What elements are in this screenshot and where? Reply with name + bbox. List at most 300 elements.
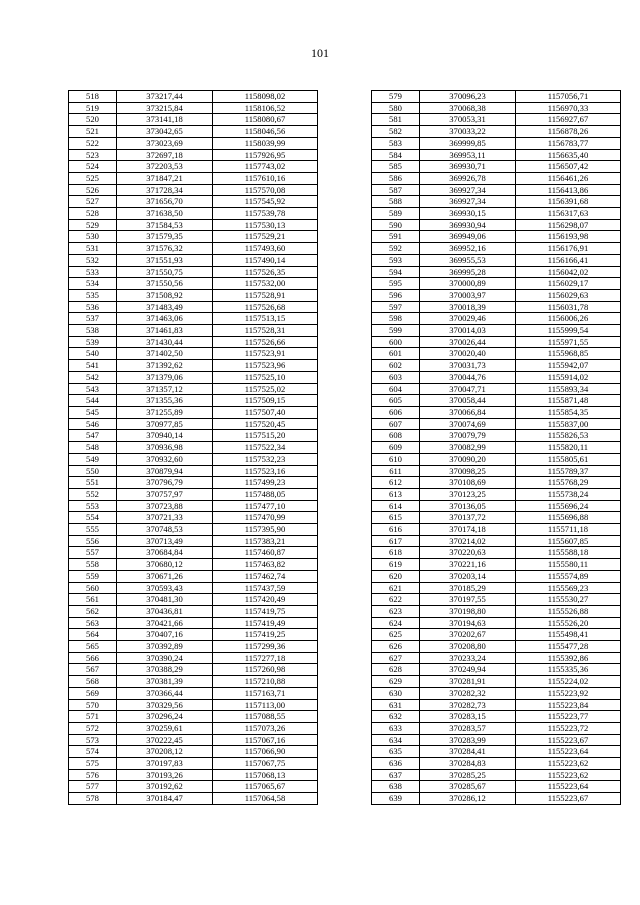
- table-row: [69, 278, 318, 290]
- table-row: [372, 488, 621, 500]
- table-row: [372, 114, 621, 126]
- x-coordinate-cell: 370185,29: [420, 582, 516, 594]
- point-number-cell: 564: [69, 629, 117, 641]
- point-number-cell: 527: [69, 196, 117, 208]
- x-coordinate-cell: 369930,71: [420, 161, 516, 173]
- point-number-cell: 603: [372, 371, 420, 383]
- table-row: [69, 395, 318, 407]
- y-coordinate-cell: 1155223,67: [516, 734, 621, 746]
- point-number-cell: 565: [69, 641, 117, 653]
- point-number-cell: 538: [69, 325, 117, 337]
- point-number-cell: 622: [372, 594, 420, 606]
- table-row: [372, 734, 621, 746]
- x-coordinate-cell: 370197,55: [420, 594, 516, 606]
- table-row: [69, 547, 318, 559]
- table-row: [69, 559, 318, 571]
- y-coordinate-cell: 1156029,63: [516, 289, 621, 301]
- table-row: [69, 114, 318, 126]
- y-coordinate-cell: 1157065,67: [213, 781, 318, 793]
- x-coordinate-cell: 370020,40: [420, 348, 516, 360]
- x-coordinate-cell: 370282,32: [420, 687, 516, 699]
- point-number-cell: 551: [69, 477, 117, 489]
- y-coordinate-cell: 1155526,20: [516, 617, 621, 629]
- x-coordinate-cell: 369927,34: [420, 196, 516, 208]
- point-number-cell: 586: [372, 172, 420, 184]
- y-coordinate-cell: 1157113,00: [213, 699, 318, 711]
- point-number-cell: 526: [69, 184, 117, 196]
- table-row: [69, 512, 318, 524]
- point-number-cell: 605: [372, 395, 420, 407]
- table-row: [69, 406, 318, 418]
- point-number-cell: 588: [372, 196, 420, 208]
- point-number-cell: 631: [372, 699, 420, 711]
- table-row: [69, 477, 318, 489]
- y-coordinate-cell: 1155999,54: [516, 325, 621, 337]
- point-number-cell: 613: [372, 488, 420, 500]
- x-coordinate-cell: 370284,41: [420, 746, 516, 758]
- point-number-cell: 553: [69, 500, 117, 512]
- y-coordinate-cell: 1157522,34: [213, 442, 318, 454]
- point-number-cell: 573: [69, 734, 117, 746]
- x-coordinate-cell: 370748,53: [117, 524, 213, 536]
- point-number-cell: 576: [69, 769, 117, 781]
- table-row: [372, 664, 621, 676]
- x-coordinate-cell: 370671,26: [117, 570, 213, 582]
- point-number-cell: 582: [372, 126, 420, 138]
- table-row: [372, 336, 621, 348]
- point-number-cell: 591: [372, 231, 420, 243]
- x-coordinate-cell: 370208,80: [420, 641, 516, 653]
- table-row: [69, 664, 318, 676]
- point-number-cell: 537: [69, 313, 117, 325]
- table-row: [372, 126, 621, 138]
- point-number-cell: 571: [69, 711, 117, 723]
- x-coordinate-cell: 371402,50: [117, 348, 213, 360]
- table-row: [372, 266, 621, 278]
- coordinates-table-right: [371, 90, 621, 805]
- y-coordinate-cell: 1155942,07: [516, 360, 621, 372]
- y-coordinate-cell: 1157507,40: [213, 406, 318, 418]
- x-coordinate-cell: 371579,35: [117, 231, 213, 243]
- y-coordinate-cell: 1155335,36: [516, 664, 621, 676]
- x-coordinate-cell: 370388,29: [117, 664, 213, 676]
- table-row: [69, 453, 318, 465]
- y-coordinate-cell: 1155696,88: [516, 512, 621, 524]
- y-coordinate-cell: 1157067,16: [213, 734, 318, 746]
- y-coordinate-cell: 1157523,16: [213, 465, 318, 477]
- point-number-cell: 620: [372, 570, 420, 582]
- table-row: [69, 126, 318, 138]
- table-row: [372, 512, 621, 524]
- point-number-cell: 619: [372, 559, 420, 571]
- point-number-cell: 563: [69, 617, 117, 629]
- y-coordinate-cell: 1157570,08: [213, 184, 318, 196]
- table-row: [372, 418, 621, 430]
- table-row: [69, 243, 318, 255]
- point-number-cell: 632: [372, 711, 420, 723]
- y-coordinate-cell: 1157610,16: [213, 172, 318, 184]
- point-number-cell: 575: [69, 758, 117, 770]
- y-coordinate-cell: 1156166,41: [516, 254, 621, 266]
- point-number-cell: 616: [372, 524, 420, 536]
- table-row: [372, 395, 621, 407]
- point-number-cell: 555: [69, 524, 117, 536]
- x-coordinate-cell: 370936,98: [117, 442, 213, 454]
- y-coordinate-cell: 1155223,77: [516, 711, 621, 723]
- point-number-cell: 587: [372, 184, 420, 196]
- y-coordinate-cell: 1157539,78: [213, 208, 318, 220]
- table-row: [69, 711, 318, 723]
- y-coordinate-cell: 1157088,55: [213, 711, 318, 723]
- x-coordinate-cell: 369952,16: [420, 243, 516, 255]
- point-number-cell: 519: [69, 102, 117, 114]
- y-coordinate-cell: 1157526,68: [213, 301, 318, 313]
- table-row: [372, 477, 621, 489]
- point-number-cell: 545: [69, 406, 117, 418]
- point-number-cell: 621: [372, 582, 420, 594]
- y-coordinate-cell: 1155526,88: [516, 605, 621, 617]
- y-coordinate-cell: 1157520,45: [213, 418, 318, 430]
- y-coordinate-cell: 1157419,25: [213, 629, 318, 641]
- y-coordinate-cell: 1155223,84: [516, 699, 621, 711]
- point-number-cell: 572: [69, 722, 117, 734]
- y-coordinate-cell: 1157523,91: [213, 348, 318, 360]
- y-coordinate-cell: 1157532,23: [213, 453, 318, 465]
- y-coordinate-cell: 1155768,29: [516, 477, 621, 489]
- point-number-cell: 557: [69, 547, 117, 559]
- x-coordinate-cell: 370249,94: [420, 664, 516, 676]
- y-coordinate-cell: 1155223,62: [516, 769, 621, 781]
- x-coordinate-cell: 369955,53: [420, 254, 516, 266]
- point-number-cell: 578: [69, 793, 117, 805]
- y-coordinate-cell: 1156461,26: [516, 172, 621, 184]
- y-coordinate-cell: 1155968,85: [516, 348, 621, 360]
- x-coordinate-cell: 370222,45: [117, 734, 213, 746]
- x-coordinate-cell: 370481,30: [117, 594, 213, 606]
- y-coordinate-cell: 1156029,17: [516, 278, 621, 290]
- table-row: [69, 793, 318, 805]
- y-coordinate-cell: 1156298,07: [516, 219, 621, 231]
- point-number-cell: 520: [69, 114, 117, 126]
- table-row: [69, 208, 318, 220]
- point-number-cell: 566: [69, 652, 117, 664]
- y-coordinate-cell: 1155224,02: [516, 676, 621, 688]
- point-number-cell: 595: [372, 278, 420, 290]
- y-coordinate-cell: 1157488,05: [213, 488, 318, 500]
- y-coordinate-cell: 1156635,40: [516, 149, 621, 161]
- table-row: [372, 172, 621, 184]
- y-coordinate-cell: 1155223,64: [516, 781, 621, 793]
- point-number-cell: 567: [69, 664, 117, 676]
- x-coordinate-cell: 371550,56: [117, 278, 213, 290]
- y-coordinate-cell: 1157419,49: [213, 617, 318, 629]
- x-coordinate-cell: 371461,83: [117, 325, 213, 337]
- y-coordinate-cell: 1155498,41: [516, 629, 621, 641]
- x-coordinate-cell: 370044,76: [420, 371, 516, 383]
- y-coordinate-cell: 1156507,42: [516, 161, 621, 173]
- point-number-cell: 543: [69, 383, 117, 395]
- table-row: [69, 488, 318, 500]
- y-coordinate-cell: 1157523,96: [213, 360, 318, 372]
- y-coordinate-cell: 1156193,98: [516, 231, 621, 243]
- y-coordinate-cell: 1158039,99: [213, 137, 318, 149]
- table-row: [69, 289, 318, 301]
- y-coordinate-cell: 1157260,98: [213, 664, 318, 676]
- x-coordinate-cell: 370381,39: [117, 676, 213, 688]
- x-coordinate-cell: 369930,94: [420, 219, 516, 231]
- point-number-cell: 634: [372, 734, 420, 746]
- x-coordinate-cell: 370329,56: [117, 699, 213, 711]
- x-coordinate-cell: 370757,97: [117, 488, 213, 500]
- x-coordinate-cell: 370392,89: [117, 641, 213, 653]
- point-number-cell: 590: [372, 219, 420, 231]
- x-coordinate-cell: 371430,44: [117, 336, 213, 348]
- table-row: [69, 360, 318, 372]
- y-coordinate-cell: 1157528,91: [213, 289, 318, 301]
- point-number-cell: 638: [372, 781, 420, 793]
- y-coordinate-cell: 1157493,60: [213, 243, 318, 255]
- point-number-cell: 636: [372, 758, 420, 770]
- y-coordinate-cell: 1157463,82: [213, 559, 318, 571]
- x-coordinate-cell: 370940,14: [117, 430, 213, 442]
- table-row: [372, 582, 621, 594]
- page-number: 101: [311, 46, 329, 60]
- y-coordinate-cell: 1158046,56: [213, 126, 318, 138]
- table-row: [69, 570, 318, 582]
- table-row: [372, 465, 621, 477]
- y-coordinate-cell: 1157395,90: [213, 524, 318, 536]
- point-number-cell: 623: [372, 605, 420, 617]
- x-coordinate-cell: 370296,24: [117, 711, 213, 723]
- y-coordinate-cell: 1157499,23: [213, 477, 318, 489]
- x-coordinate-cell: 370366,44: [117, 687, 213, 699]
- table-row: [69, 161, 318, 173]
- table-row: [372, 535, 621, 547]
- table-row: [372, 161, 621, 173]
- x-coordinate-cell: 369927,34: [420, 184, 516, 196]
- table-row: [372, 758, 621, 770]
- x-coordinate-cell: 373141,18: [117, 114, 213, 126]
- table-row: [69, 371, 318, 383]
- point-number-cell: 592: [372, 243, 420, 255]
- x-coordinate-cell: 373023,69: [117, 137, 213, 149]
- point-number-cell: 610: [372, 453, 420, 465]
- point-number-cell: 577: [69, 781, 117, 793]
- table-row: [372, 301, 621, 313]
- table-row: [372, 102, 621, 114]
- y-coordinate-cell: 1157526,35: [213, 266, 318, 278]
- point-number-cell: 524: [69, 161, 117, 173]
- x-coordinate-cell: 370977,85: [117, 418, 213, 430]
- table-row: [69, 746, 318, 758]
- x-coordinate-cell: 370283,15: [420, 711, 516, 723]
- y-coordinate-cell: 1157525,02: [213, 383, 318, 395]
- y-coordinate-cell: 1157277,18: [213, 652, 318, 664]
- point-number-cell: 559: [69, 570, 117, 582]
- table-row: [372, 453, 621, 465]
- table-row: [372, 184, 621, 196]
- table-row: [372, 360, 621, 372]
- table-row: [69, 336, 318, 348]
- x-coordinate-cell: 371392,62: [117, 360, 213, 372]
- table-row: [69, 652, 318, 664]
- table-row: [372, 676, 621, 688]
- x-coordinate-cell: 370436,81: [117, 605, 213, 617]
- y-coordinate-cell: 1157437,59: [213, 582, 318, 594]
- table-row: [372, 254, 621, 266]
- x-coordinate-cell: 371847,21: [117, 172, 213, 184]
- y-coordinate-cell: 1155820,11: [516, 442, 621, 454]
- y-coordinate-cell: 1157163,71: [213, 687, 318, 699]
- point-number-cell: 589: [372, 208, 420, 220]
- table-row: [372, 325, 621, 337]
- point-number-cell: 599: [372, 325, 420, 337]
- x-coordinate-cell: 371728,34: [117, 184, 213, 196]
- table-row: [372, 196, 621, 208]
- x-coordinate-cell: 370053,31: [420, 114, 516, 126]
- point-number-cell: 529: [69, 219, 117, 231]
- y-coordinate-cell: 1157529,21: [213, 231, 318, 243]
- table-row: [372, 617, 621, 629]
- table-row: [372, 781, 621, 793]
- x-coordinate-cell: 371379,06: [117, 371, 213, 383]
- table-row: [69, 524, 318, 536]
- table-row: [69, 758, 318, 770]
- point-number-cell: 535: [69, 289, 117, 301]
- point-number-cell: 614: [372, 500, 420, 512]
- y-coordinate-cell: 1156176,91: [516, 243, 621, 255]
- point-number-cell: 570: [69, 699, 117, 711]
- point-number-cell: 615: [372, 512, 420, 524]
- x-coordinate-cell: 370082,99: [420, 442, 516, 454]
- point-number-cell: 528: [69, 208, 117, 220]
- table-row: [372, 793, 621, 805]
- x-coordinate-cell: 370058,44: [420, 395, 516, 407]
- x-coordinate-cell: 372697,18: [117, 149, 213, 161]
- x-coordinate-cell: 369999,85: [420, 137, 516, 149]
- point-number-cell: 560: [69, 582, 117, 594]
- x-coordinate-cell: 370932,60: [117, 453, 213, 465]
- point-number-cell: 522: [69, 137, 117, 149]
- y-coordinate-cell: 1157532,00: [213, 278, 318, 290]
- x-coordinate-cell: 370593,43: [117, 582, 213, 594]
- x-coordinate-cell: 370281,91: [420, 676, 516, 688]
- table-row: [372, 383, 621, 395]
- point-number-cell: 628: [372, 664, 420, 676]
- point-number-cell: 518: [69, 91, 117, 103]
- table-row: [372, 208, 621, 220]
- table-row: [69, 149, 318, 161]
- y-coordinate-cell: 1155588,18: [516, 547, 621, 559]
- table-row: [372, 289, 621, 301]
- y-coordinate-cell: 1157926,95: [213, 149, 318, 161]
- table-row: [69, 325, 318, 337]
- table-row: [69, 184, 318, 196]
- point-number-cell: 547: [69, 430, 117, 442]
- table-row: [372, 570, 621, 582]
- table-row: [69, 313, 318, 325]
- point-number-cell: 523: [69, 149, 117, 161]
- x-coordinate-cell: 371357,12: [117, 383, 213, 395]
- y-coordinate-cell: 1157462,74: [213, 570, 318, 582]
- x-coordinate-cell: 371551,93: [117, 254, 213, 266]
- x-coordinate-cell: 371584,53: [117, 219, 213, 231]
- x-coordinate-cell: 370137,72: [420, 512, 516, 524]
- y-coordinate-cell: 1155223,72: [516, 722, 621, 734]
- point-number-cell: 594: [372, 266, 420, 278]
- point-number-cell: 533: [69, 266, 117, 278]
- table-row: [372, 231, 621, 243]
- point-number-cell: 637: [372, 769, 420, 781]
- x-coordinate-cell: 369949,06: [420, 231, 516, 243]
- point-number-cell: 558: [69, 559, 117, 571]
- y-coordinate-cell: 1156783,77: [516, 137, 621, 149]
- x-coordinate-cell: 370174,18: [420, 524, 516, 536]
- point-number-cell: 525: [69, 172, 117, 184]
- point-number-cell: 612: [372, 477, 420, 489]
- point-number-cell: 531: [69, 243, 117, 255]
- y-coordinate-cell: 1155914,02: [516, 371, 621, 383]
- point-number-cell: 569: [69, 687, 117, 699]
- table-row: [372, 406, 621, 418]
- x-coordinate-cell: 370879,94: [117, 465, 213, 477]
- y-coordinate-cell: 1155223,92: [516, 687, 621, 699]
- table-row: [372, 137, 621, 149]
- y-coordinate-cell: 1157068,13: [213, 769, 318, 781]
- point-number-cell: 579: [372, 91, 420, 103]
- y-coordinate-cell: 1155696,24: [516, 500, 621, 512]
- x-coordinate-cell: 370018,39: [420, 301, 516, 313]
- x-coordinate-cell: 370197,83: [117, 758, 213, 770]
- x-coordinate-cell: 370079,79: [420, 430, 516, 442]
- x-coordinate-cell: 370259,61: [117, 722, 213, 734]
- table-row: [372, 605, 621, 617]
- point-number-cell: 549: [69, 453, 117, 465]
- point-number-cell: 630: [372, 687, 420, 699]
- point-number-cell: 625: [372, 629, 420, 641]
- point-number-cell: 550: [69, 465, 117, 477]
- y-coordinate-cell: 1156970,33: [516, 102, 621, 114]
- x-coordinate-cell: 370390,24: [117, 652, 213, 664]
- point-number-cell: 602: [372, 360, 420, 372]
- point-number-cell: 521: [69, 126, 117, 138]
- table-row: [69, 442, 318, 454]
- table-row: [372, 594, 621, 606]
- y-coordinate-cell: 1157067,75: [213, 758, 318, 770]
- point-number-cell: 593: [372, 254, 420, 266]
- point-number-cell: 532: [69, 254, 117, 266]
- y-coordinate-cell: 1155392,86: [516, 652, 621, 664]
- y-coordinate-cell: 1155971,55: [516, 336, 621, 348]
- y-coordinate-cell: 1157525,10: [213, 371, 318, 383]
- point-number-cell: 541: [69, 360, 117, 372]
- table-row: [69, 629, 318, 641]
- y-coordinate-cell: 1157419,75: [213, 605, 318, 617]
- table-row: [69, 500, 318, 512]
- point-number-cell: 556: [69, 535, 117, 547]
- point-number-cell: 608: [372, 430, 420, 442]
- point-number-cell: 546: [69, 418, 117, 430]
- x-coordinate-cell: 370098,25: [420, 465, 516, 477]
- table-row: [69, 137, 318, 149]
- table-row: [69, 535, 318, 547]
- table-row: [69, 231, 318, 243]
- y-coordinate-cell: 1157530,13: [213, 219, 318, 231]
- table-row: [372, 91, 621, 103]
- table-row: [69, 769, 318, 781]
- x-coordinate-cell: 370421,66: [117, 617, 213, 629]
- x-coordinate-cell: 370282,73: [420, 699, 516, 711]
